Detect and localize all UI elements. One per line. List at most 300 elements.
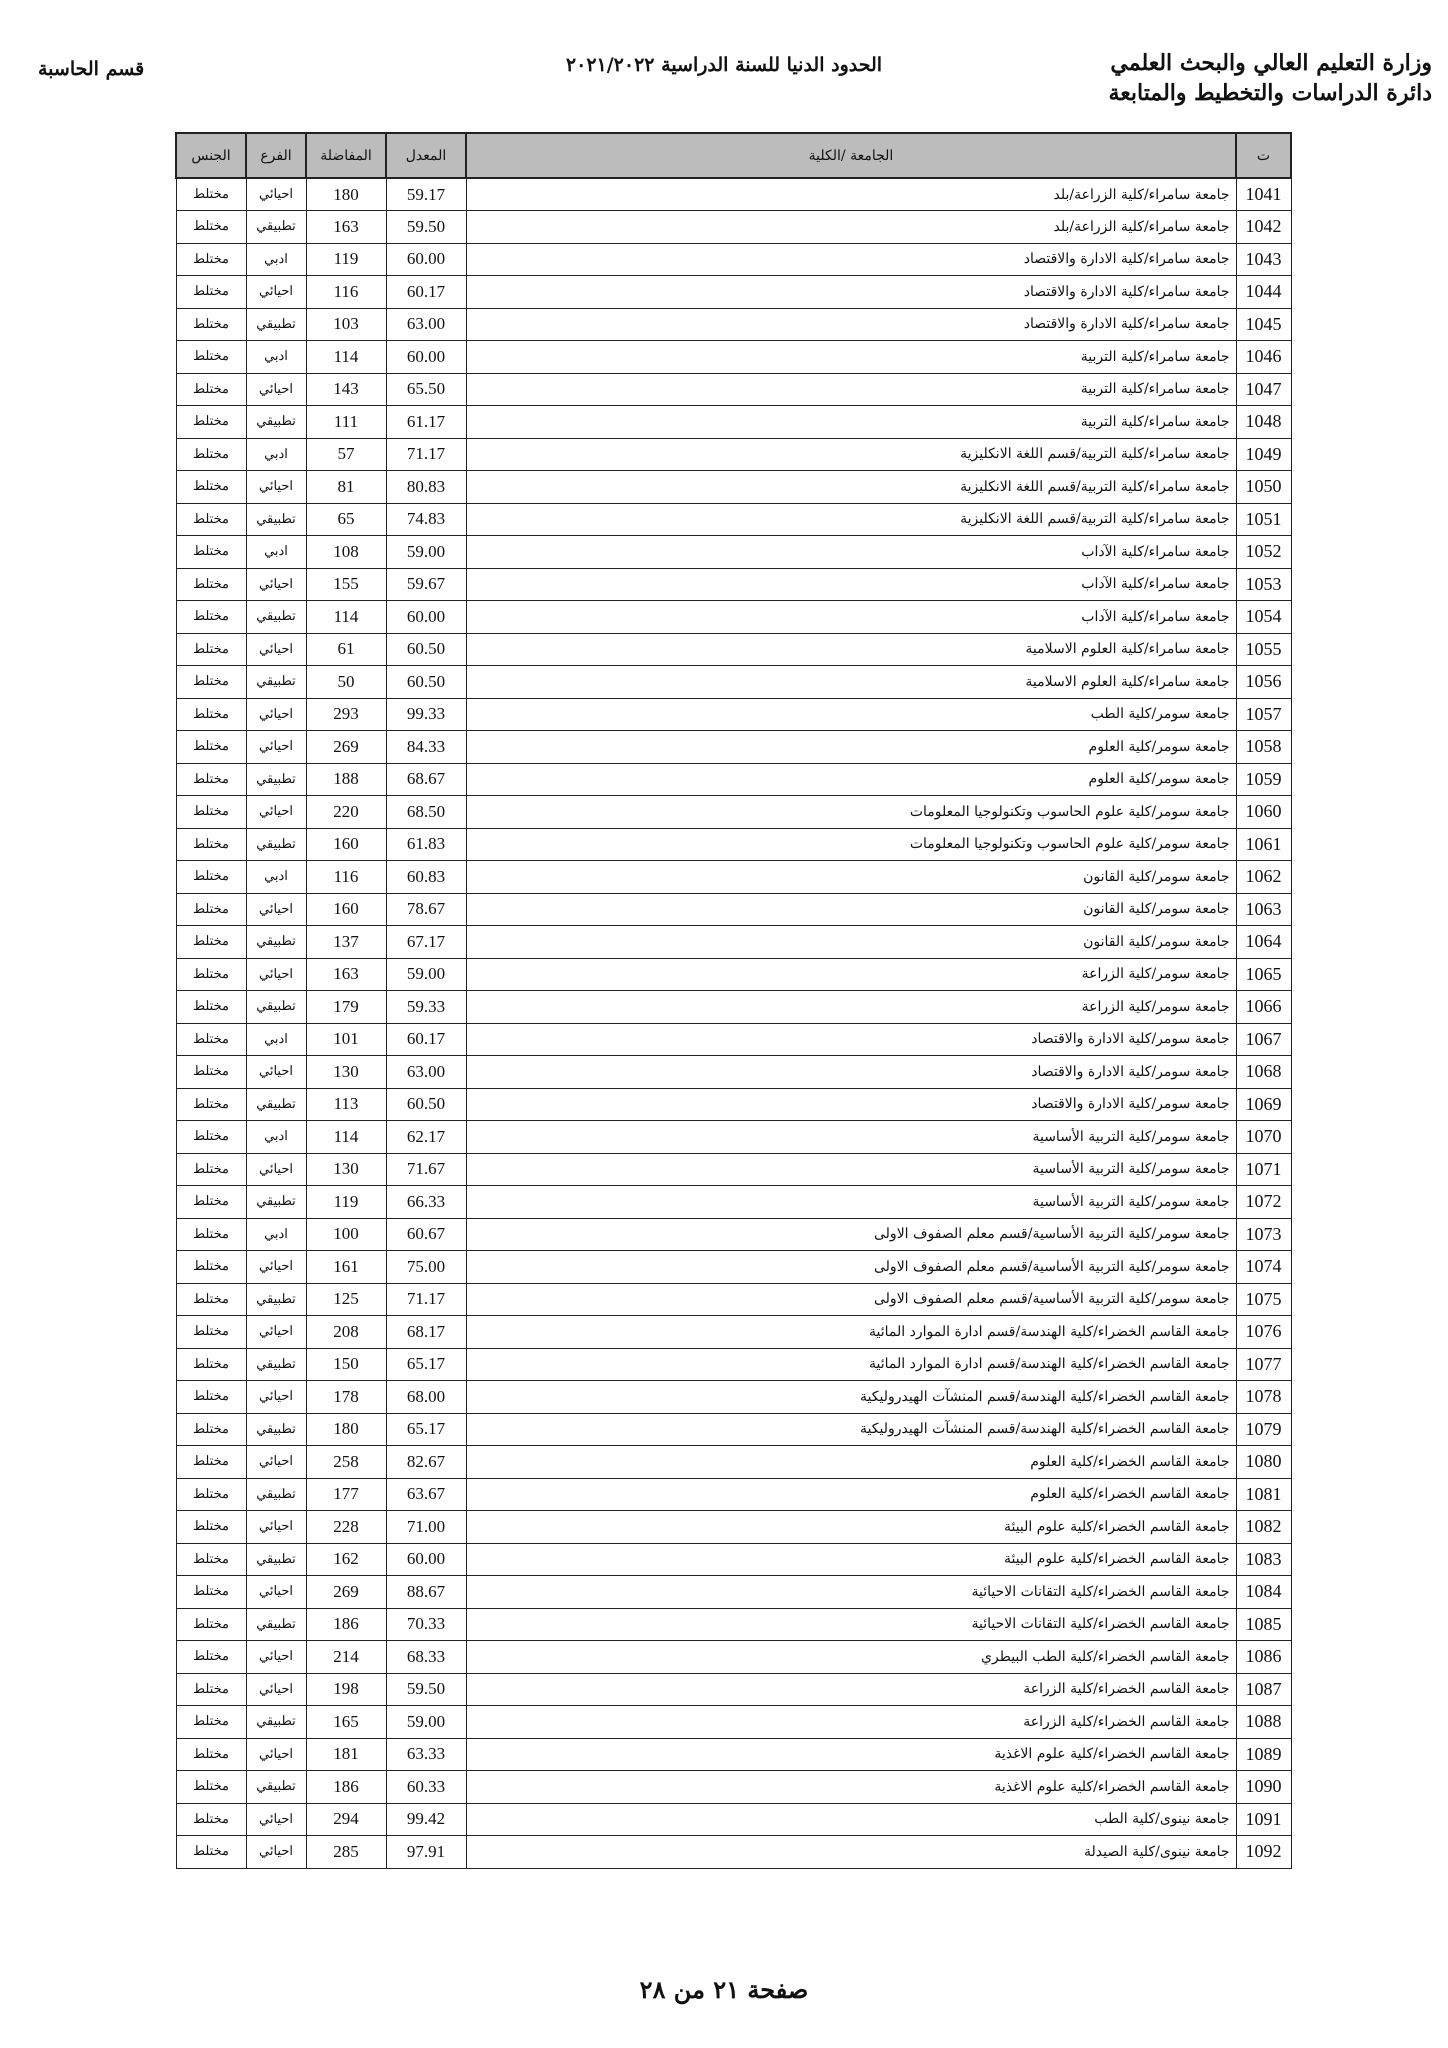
university-college-cell: جامعة سومر/كلية التربية الأساسية — [466, 1121, 1236, 1154]
average-cell: 63.00 — [386, 1056, 466, 1089]
row-number-cell: 1043 — [1236, 243, 1291, 276]
gender-cell: مختلط — [176, 958, 246, 991]
average-cell: 59.50 — [386, 211, 466, 244]
university-college-cell: جامعة القاسم الخضراء/كلية علوم البيئة — [466, 1511, 1236, 1544]
row-number-cell: 1042 — [1236, 211, 1291, 244]
gender-cell: مختلط — [176, 1023, 246, 1056]
branch-cell: احيائي — [246, 568, 306, 601]
average-cell: 80.83 — [386, 471, 466, 504]
branch-cell: احيائي — [246, 1381, 306, 1414]
table-row — [176, 1218, 1291, 1251]
university-college-cell: جامعة سومر/كلية العلوم — [466, 763, 1236, 796]
average-cell: 71.67 — [386, 1153, 466, 1186]
table-row — [176, 1056, 1291, 1089]
preference-cell: 163 — [306, 958, 386, 991]
department-name: دائرة الدراسات والتخطيط والمتابعة — [1108, 80, 1432, 106]
gender-cell: مختلط — [176, 1088, 246, 1121]
gender-cell: مختلط — [176, 1251, 246, 1284]
average-cell: 60.50 — [386, 1088, 466, 1121]
table-row — [176, 731, 1291, 764]
gender-cell: مختلط — [176, 568, 246, 601]
branch-cell: احيائي — [246, 178, 306, 211]
average-cell: 63.67 — [386, 1478, 466, 1511]
preference-cell: 130 — [306, 1153, 386, 1186]
preference-cell: 61 — [306, 633, 386, 666]
preference-cell: 155 — [306, 568, 386, 601]
table-row — [176, 698, 1291, 731]
table-row — [176, 1381, 1291, 1414]
table-header-row — [176, 133, 1291, 178]
table-row — [176, 471, 1291, 504]
row-number-cell: 1071 — [1236, 1153, 1291, 1186]
row-number-cell: 1065 — [1236, 958, 1291, 991]
row-number-cell: 1063 — [1236, 893, 1291, 926]
table-row — [176, 178, 1291, 211]
row-number-cell: 1061 — [1236, 828, 1291, 861]
table-row — [176, 1023, 1291, 1056]
average-cell: 63.33 — [386, 1738, 466, 1771]
table-body — [176, 178, 1291, 1868]
gender-cell: مختلط — [176, 373, 246, 406]
preference-cell: 50 — [306, 666, 386, 699]
preference-cell: 269 — [306, 731, 386, 764]
row-number-cell: 1090 — [1236, 1771, 1291, 1804]
table-row — [176, 1186, 1291, 1219]
branch-cell: احيائي — [246, 633, 306, 666]
preference-cell: 160 — [306, 828, 386, 861]
preference-cell: 186 — [306, 1771, 386, 1804]
university-college-cell: جامعة سومر/كلية الادارة والاقتصاد — [466, 1023, 1236, 1056]
average-cell: 60.50 — [386, 633, 466, 666]
average-cell: 60.50 — [386, 666, 466, 699]
row-number-cell: 1058 — [1236, 731, 1291, 764]
preference-cell: 111 — [306, 406, 386, 439]
row-number-cell: 1054 — [1236, 601, 1291, 634]
branch-cell: تطبيقي — [246, 1413, 306, 1446]
preference-cell: 143 — [306, 373, 386, 406]
university-college-cell: جامعة سامراء/كلية التربية — [466, 341, 1236, 374]
table-row — [176, 601, 1291, 634]
row-number-cell: 1092 — [1236, 1836, 1291, 1869]
branch-cell: تطبيقي — [246, 1478, 306, 1511]
average-cell: 59.00 — [386, 958, 466, 991]
branch-cell: تطبيقي — [246, 1186, 306, 1219]
preference-cell: 114 — [306, 341, 386, 374]
row-number-cell: 1085 — [1236, 1608, 1291, 1641]
table-row — [176, 828, 1291, 861]
preference-cell: 180 — [306, 1413, 386, 1446]
table-row — [176, 1316, 1291, 1349]
preference-cell: 179 — [306, 991, 386, 1024]
section-name: قسم الحاسبة — [38, 58, 145, 80]
branch-cell: احيائي — [246, 471, 306, 504]
preference-cell: 125 — [306, 1283, 386, 1316]
gender-cell: مختلط — [176, 926, 246, 959]
university-college-cell: جامعة سومر/كلية القانون — [466, 926, 1236, 959]
university-college-cell: جامعة سومر/كلية الادارة والاقتصاد — [466, 1088, 1236, 1121]
table-row — [176, 666, 1291, 699]
gender-cell: مختلط — [176, 991, 246, 1024]
column-header-gender: الجنس — [176, 133, 246, 178]
gender-cell: مختلط — [176, 1706, 246, 1739]
branch-cell: احيائي — [246, 731, 306, 764]
gender-cell: مختلط — [176, 763, 246, 796]
column-header-university-college: الجامعة /الكلية — [466, 133, 1236, 178]
row-number-cell: 1049 — [1236, 438, 1291, 471]
table-row — [176, 308, 1291, 341]
admissions-table — [175, 132, 1292, 1869]
gender-cell: مختلط — [176, 1511, 246, 1544]
preference-cell: 181 — [306, 1738, 386, 1771]
preference-cell: 178 — [306, 1381, 386, 1414]
preference-cell: 228 — [306, 1511, 386, 1544]
row-number-cell: 1062 — [1236, 861, 1291, 894]
average-cell: 60.00 — [386, 341, 466, 374]
branch-cell: تطبيقي — [246, 601, 306, 634]
gender-cell: مختلط — [176, 1641, 246, 1674]
row-number-cell: 1059 — [1236, 763, 1291, 796]
gender-cell: مختلط — [176, 1608, 246, 1641]
row-number-cell: 1047 — [1236, 373, 1291, 406]
gender-cell: مختلط — [176, 341, 246, 374]
gender-cell: مختلط — [176, 1446, 246, 1479]
row-number-cell: 1073 — [1236, 1218, 1291, 1251]
row-number-cell: 1064 — [1236, 926, 1291, 959]
row-number-cell: 1079 — [1236, 1413, 1291, 1446]
column-header-branch: الفرع — [246, 133, 306, 178]
gender-cell: مختلط — [176, 1348, 246, 1381]
table-row — [176, 341, 1291, 374]
gender-cell: مختلط — [176, 276, 246, 309]
admissions-table-container — [175, 132, 1290, 1869]
branch-cell: تطبيقي — [246, 926, 306, 959]
university-college-cell: جامعة سومر/كلية العلوم — [466, 731, 1236, 764]
branch-cell: تطبيقي — [246, 828, 306, 861]
university-college-cell: جامعة سامراء/كلية الادارة والاقتصاد — [466, 243, 1236, 276]
average-cell: 60.00 — [386, 243, 466, 276]
branch-cell: تطبيقي — [246, 991, 306, 1024]
row-number-cell: 1078 — [1236, 1381, 1291, 1414]
table-row — [176, 1088, 1291, 1121]
branch-cell: تطبيقي — [246, 503, 306, 536]
row-number-cell: 1091 — [1236, 1803, 1291, 1836]
preference-cell: 150 — [306, 1348, 386, 1381]
gender-cell: مختلط — [176, 1576, 246, 1609]
gender-cell: مختلط — [176, 1283, 246, 1316]
branch-cell: احيائي — [246, 958, 306, 991]
row-number-cell: 1069 — [1236, 1088, 1291, 1121]
university-college-cell: جامعة سومر/كلية التربية الأساسية/قسم معلم الصفوف الاولى — [466, 1218, 1236, 1251]
preference-cell: 160 — [306, 893, 386, 926]
branch-cell: ادبي — [246, 1121, 306, 1154]
university-college-cell: جامعة القاسم الخضراء/كلية الهندسة/قسم المنشآت الهيدروليكية — [466, 1413, 1236, 1446]
gender-cell: مختلط — [176, 1186, 246, 1219]
university-college-cell: جامعة القاسم الخضراء/كلية علوم البيئة — [466, 1543, 1236, 1576]
gender-cell: مختلط — [176, 503, 246, 536]
row-number-cell: 1044 — [1236, 276, 1291, 309]
row-number-cell: 1083 — [1236, 1543, 1291, 1576]
average-cell: 59.67 — [386, 568, 466, 601]
university-college-cell: جامعة سامراء/كلية العلوم الاسلامية — [466, 633, 1236, 666]
row-number-cell: 1076 — [1236, 1316, 1291, 1349]
university-college-cell: جامعة سامراء/كلية الزراعة/بلد — [466, 211, 1236, 244]
branch-cell: ادبي — [246, 1023, 306, 1056]
university-college-cell: جامعة القاسم الخضراء/كلية التقانات الاحيائية — [466, 1576, 1236, 1609]
preference-cell: 119 — [306, 1186, 386, 1219]
gender-cell: مختلط — [176, 731, 246, 764]
row-number-cell: 1089 — [1236, 1738, 1291, 1771]
table-row — [176, 958, 1291, 991]
gender-cell: مختلط — [176, 1738, 246, 1771]
average-cell: 71.17 — [386, 1283, 466, 1316]
preference-cell: 258 — [306, 1446, 386, 1479]
gender-cell: مختلط — [176, 471, 246, 504]
gender-cell: مختلط — [176, 796, 246, 829]
preference-cell: 108 — [306, 536, 386, 569]
university-college-cell: جامعة نينوى/كلية الطب — [466, 1803, 1236, 1836]
table-row — [176, 406, 1291, 439]
table-row — [176, 1153, 1291, 1186]
row-number-cell: 1050 — [1236, 471, 1291, 504]
table-row — [176, 1446, 1291, 1479]
branch-cell: احيائي — [246, 1803, 306, 1836]
row-number-cell: 1051 — [1236, 503, 1291, 536]
average-cell: 59.00 — [386, 1706, 466, 1739]
branch-cell: تطبيقي — [246, 1348, 306, 1381]
preference-cell: 114 — [306, 601, 386, 634]
row-number-cell: 1075 — [1236, 1283, 1291, 1316]
average-cell: 78.67 — [386, 893, 466, 926]
preference-cell: 163 — [306, 211, 386, 244]
gender-cell: مختلط — [176, 406, 246, 439]
university-college-cell: جامعة القاسم الخضراء/كلية الهندسة/قسم ادارة الموارد المائية — [466, 1348, 1236, 1381]
row-number-cell: 1070 — [1236, 1121, 1291, 1154]
preference-cell: 137 — [306, 926, 386, 959]
row-number-cell: 1080 — [1236, 1446, 1291, 1479]
university-college-cell: جامعة سامراء/كلية التربية — [466, 406, 1236, 439]
gender-cell: مختلط — [176, 1478, 246, 1511]
table-row — [176, 1771, 1291, 1804]
gender-cell: مختلط — [176, 1803, 246, 1836]
table-row — [176, 243, 1291, 276]
gender-cell: مختلط — [176, 1153, 246, 1186]
university-college-cell: جامعة القاسم الخضراء/كلية الطب البيطري — [466, 1641, 1236, 1674]
average-cell: 65.17 — [386, 1413, 466, 1446]
table-row — [176, 1836, 1291, 1869]
row-number-cell: 1066 — [1236, 991, 1291, 1024]
university-college-cell: جامعة سومر/كلية القانون — [466, 861, 1236, 894]
row-number-cell: 1087 — [1236, 1673, 1291, 1706]
table-row — [176, 1706, 1291, 1739]
gender-cell: مختلط — [176, 211, 246, 244]
average-cell: 60.00 — [386, 1543, 466, 1576]
branch-cell: احيائي — [246, 1511, 306, 1544]
table-row — [176, 1511, 1291, 1544]
average-cell: 61.83 — [386, 828, 466, 861]
gender-cell: مختلط — [176, 1121, 246, 1154]
preference-cell: 57 — [306, 438, 386, 471]
table-row — [176, 1413, 1291, 1446]
preference-cell: 119 — [306, 243, 386, 276]
branch-cell: تطبيقي — [246, 1283, 306, 1316]
preference-cell: 81 — [306, 471, 386, 504]
branch-cell: احيائي — [246, 698, 306, 731]
preference-cell: 113 — [306, 1088, 386, 1121]
gender-cell: مختلط — [176, 1771, 246, 1804]
branch-cell: احيائي — [246, 893, 306, 926]
gender-cell: مختلط — [176, 633, 246, 666]
row-number-cell: 1067 — [1236, 1023, 1291, 1056]
row-number-cell: 1060 — [1236, 796, 1291, 829]
gender-cell: مختلط — [176, 601, 246, 634]
university-college-cell: جامعة سومر/كلية علوم الحاسوب وتكنولوجيا المعلومات — [466, 828, 1236, 861]
gender-cell: مختلط — [176, 438, 246, 471]
preference-cell: 198 — [306, 1673, 386, 1706]
university-college-cell: جامعة سامراء/كلية التربية — [466, 373, 1236, 406]
average-cell: 82.67 — [386, 1446, 466, 1479]
gender-cell: مختلط — [176, 1381, 246, 1414]
branch-cell: تطبيقي — [246, 763, 306, 796]
row-number-cell: 1052 — [1236, 536, 1291, 569]
average-cell: 97.91 — [386, 1836, 466, 1869]
average-cell: 66.33 — [386, 1186, 466, 1219]
table-row — [176, 1251, 1291, 1284]
average-cell: 84.33 — [386, 731, 466, 764]
row-number-cell: 1088 — [1236, 1706, 1291, 1739]
branch-cell: تطبيقي — [246, 406, 306, 439]
table-row — [176, 1608, 1291, 1641]
preference-cell: 177 — [306, 1478, 386, 1511]
university-college-cell: جامعة سامراء/كلية الآداب — [466, 536, 1236, 569]
gender-cell: مختلط — [176, 1543, 246, 1576]
table-row — [176, 763, 1291, 796]
university-college-cell: جامعة سامراء/كلية الادارة والاقتصاد — [466, 276, 1236, 309]
university-college-cell: جامعة سومر/كلية الزراعة — [466, 958, 1236, 991]
branch-cell: احيائي — [246, 1641, 306, 1674]
table-row — [176, 1803, 1291, 1836]
gender-cell: مختلط — [176, 1413, 246, 1446]
university-college-cell: جامعة سامراء/كلية الادارة والاقتصاد — [466, 308, 1236, 341]
table-row — [176, 1641, 1291, 1674]
table-row — [176, 1348, 1291, 1381]
table-row — [176, 991, 1291, 1024]
table-row — [176, 1738, 1291, 1771]
table-row — [176, 1543, 1291, 1576]
preference-cell: 293 — [306, 698, 386, 731]
average-cell: 68.17 — [386, 1316, 466, 1349]
branch-cell: تطبيقي — [246, 1608, 306, 1641]
gender-cell: مختلط — [176, 243, 246, 276]
average-cell: 67.17 — [386, 926, 466, 959]
preference-cell: 269 — [306, 1576, 386, 1609]
branch-cell: ادبي — [246, 243, 306, 276]
university-college-cell: جامعة سومر/كلية التربية الأساسية — [466, 1153, 1236, 1186]
branch-cell: تطبيقي — [246, 1543, 306, 1576]
gender-cell: مختلط — [176, 1673, 246, 1706]
average-cell: 60.83 — [386, 861, 466, 894]
preference-cell: 188 — [306, 763, 386, 796]
preference-cell: 180 — [306, 178, 386, 211]
university-college-cell: جامعة القاسم الخضراء/كلية الهندسة/قسم المنشآت الهيدروليكية — [466, 1381, 1236, 1414]
university-college-cell: جامعة سومر/كلية الادارة والاقتصاد — [466, 1056, 1236, 1089]
university-college-cell: جامعة القاسم الخضراء/كلية الزراعة — [466, 1673, 1236, 1706]
university-college-cell: جامعة سومر/كلية التربية الأساسية — [466, 1186, 1236, 1219]
average-cell: 88.67 — [386, 1576, 466, 1609]
average-cell: 60.33 — [386, 1771, 466, 1804]
preference-cell: 208 — [306, 1316, 386, 1349]
table-row — [176, 503, 1291, 536]
branch-cell: ادبي — [246, 1218, 306, 1251]
university-college-cell: جامعة القاسم الخضراء/كلية الزراعة — [466, 1706, 1236, 1739]
table-row — [176, 893, 1291, 926]
preference-cell: 114 — [306, 1121, 386, 1154]
table-row — [176, 211, 1291, 244]
page-number: صفحة ٢١ من ٢٨ — [639, 1975, 809, 2004]
branch-cell: احيائي — [246, 1673, 306, 1706]
preference-cell: 220 — [306, 796, 386, 829]
preference-cell: 186 — [306, 1608, 386, 1641]
university-college-cell: جامعة القاسم الخضراء/كلية علوم الاغذية — [466, 1771, 1236, 1804]
table-row — [176, 861, 1291, 894]
table-row — [176, 536, 1291, 569]
table-row — [176, 1478, 1291, 1511]
row-number-cell: 1053 — [1236, 568, 1291, 601]
average-cell: 99.42 — [386, 1803, 466, 1836]
average-cell: 59.50 — [386, 1673, 466, 1706]
gender-cell: مختلط — [176, 1836, 246, 1869]
university-college-cell: جامعة سومر/كلية علوم الحاسوب وتكنولوجيا المعلومات — [466, 796, 1236, 829]
average-cell: 59.00 — [386, 536, 466, 569]
gender-cell: مختلط — [176, 308, 246, 341]
preference-cell: 294 — [306, 1803, 386, 1836]
row-number-cell: 1055 — [1236, 633, 1291, 666]
row-number-cell: 1077 — [1236, 1348, 1291, 1381]
gender-cell: مختلط — [176, 861, 246, 894]
average-cell: 60.17 — [386, 276, 466, 309]
row-number-cell: 1041 — [1236, 178, 1291, 211]
preference-cell: 161 — [306, 1251, 386, 1284]
gender-cell: مختلط — [176, 893, 246, 926]
branch-cell: احيائي — [246, 1056, 306, 1089]
preference-cell: 162 — [306, 1543, 386, 1576]
branch-cell: ادبي — [246, 438, 306, 471]
university-college-cell: جامعة سامراء/كلية التربية/قسم اللغة الانكليزية — [466, 438, 1236, 471]
branch-cell: احيائي — [246, 1576, 306, 1609]
university-college-cell: جامعة القاسم الخضراء/كلية علوم الاغذية — [466, 1738, 1236, 1771]
row-number-cell: 1074 — [1236, 1251, 1291, 1284]
preference-cell: 285 — [306, 1836, 386, 1869]
university-college-cell: جامعة سامراء/كلية التربية/قسم اللغة الانكليزية — [466, 471, 1236, 504]
row-number-cell: 1084 — [1236, 1576, 1291, 1609]
branch-cell: احيائي — [246, 373, 306, 406]
gender-cell: مختلط — [176, 178, 246, 211]
preference-cell: 65 — [306, 503, 386, 536]
average-cell: 68.50 — [386, 796, 466, 829]
branch-cell: ادبي — [246, 861, 306, 894]
table-row — [176, 633, 1291, 666]
average-cell: 65.17 — [386, 1348, 466, 1381]
university-college-cell: جامعة سومر/كلية التربية الأساسية/قسم معلم الصفوف الاولى — [466, 1251, 1236, 1284]
row-number-cell: 1081 — [1236, 1478, 1291, 1511]
row-number-cell: 1057 — [1236, 698, 1291, 731]
gender-cell: مختلط — [176, 1316, 246, 1349]
branch-cell: تطبيقي — [246, 1706, 306, 1739]
average-cell: 59.17 — [386, 178, 466, 211]
average-cell: 68.00 — [386, 1381, 466, 1414]
row-number-cell: 1046 — [1236, 341, 1291, 374]
column-header-average: المعدل — [386, 133, 466, 178]
university-college-cell: جامعة سامراء/كلية الآداب — [466, 568, 1236, 601]
